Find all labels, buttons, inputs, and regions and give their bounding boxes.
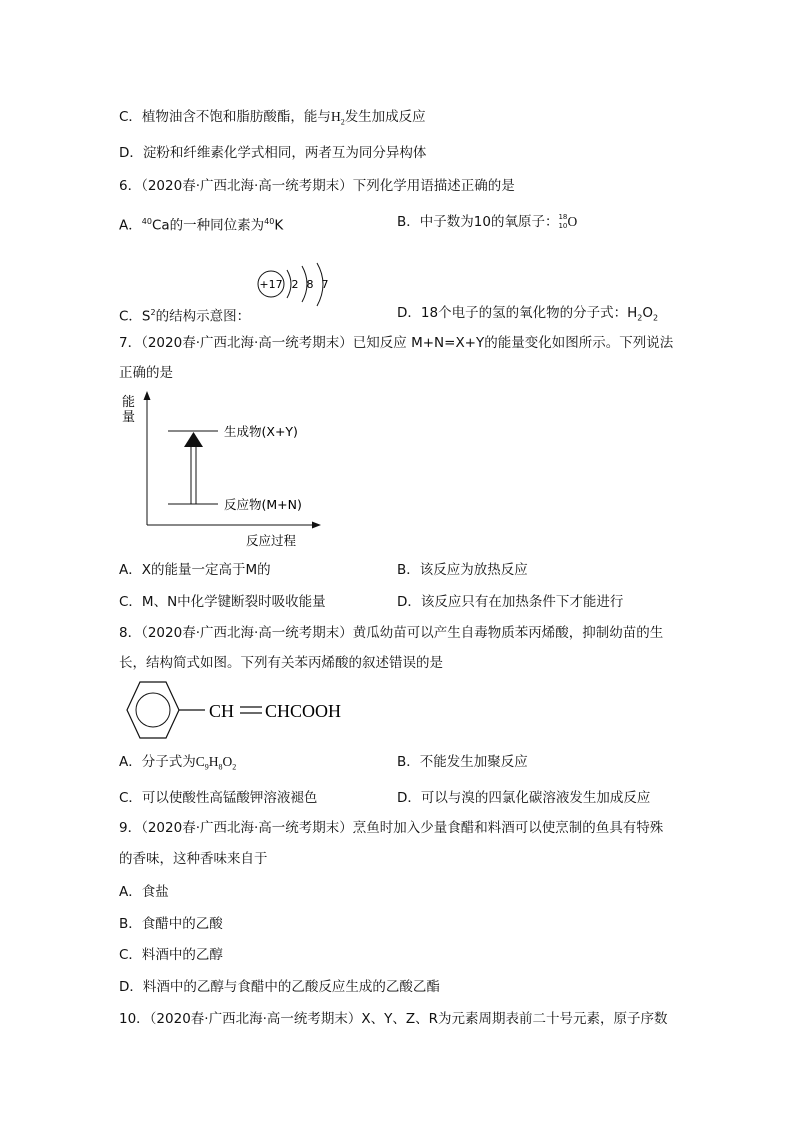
q8-stem-line1: 8．（2020春·广西北海·高一统考期末）黄瓜幼苗可以产生自毒物质苯丙烯酸，抑制幼苗的生 [119, 625, 664, 641]
y-axis-label: 量 [122, 410, 136, 425]
q8-stem-line2: 长，结构简式如图。下列有关苯丙烯酸的叙述错误的是 [119, 655, 443, 671]
shell-count: 2 [291, 278, 299, 291]
y-axis-arrow [144, 391, 151, 400]
q6-option-a: A．$^{40}$Ca的一种同位素为$^{40}$K [119, 217, 284, 234]
q7-option-b: B．该反应为放热反应 [397, 562, 528, 578]
benzene-inner-circle [136, 693, 170, 727]
q7-stem-line2: 正确的是 [119, 365, 173, 381]
y-axis-label: 能 [122, 395, 136, 410]
q9-option-d: D．料酒中的乙醇与食醋中的乙酸反应生成的乙酸乙酯 [119, 979, 440, 995]
benzene-ring [127, 682, 179, 738]
q9-option-a: A．食盐 [119, 884, 169, 900]
q7-option-a: A．X的能量一定高于M的 [119, 562, 271, 578]
q9-stem-line2: 的香味，这种香味来自于 [119, 851, 268, 867]
q9-option-c: C．料酒中的乙醇 [119, 947, 223, 963]
shell-arc [287, 270, 291, 298]
q6-option-b: B．中子数为10的氧原子： 18 10 O [397, 213, 578, 230]
product-label: 生成物(X+Y) [224, 424, 298, 439]
q6-option-d: D．18个电子的氢的氧化物的分子式：$H_2O_2$ [397, 305, 659, 323]
q8-option-b: B．不能发生加聚反应 [397, 754, 528, 770]
energy-arrow-head [184, 432, 203, 447]
q7-option-c: C．M、N中化学键断裂时吸收能量 [119, 594, 326, 610]
shell-count: 8 [306, 278, 314, 291]
x-axis-arrow [312, 522, 321, 529]
reactant-label: 反应物(M+N) [224, 497, 302, 512]
shell-count: 7 [321, 278, 329, 291]
cinnamic-acid-structure [116, 678, 356, 744]
ch-group: CH [209, 701, 235, 721]
q8-option-c: C．可以使酸性高锰酸钾溶液褪色 [119, 790, 318, 806]
q7-option-d: D．该反应只有在加热条件下才能进行 [397, 594, 624, 610]
chcooh-group: CHCOOH [265, 701, 342, 721]
q5-option-c: C．植物油含不饱和脂肪酸酯，能与$H_2$发生加成反应 [119, 109, 426, 127]
q5-option-d: D．淀粉和纤维素化学式相同，两者互为同分异构体 [119, 145, 427, 161]
q9-option-b: B．食醋中的乙酸 [119, 916, 223, 932]
nucleus-label: +17 [259, 278, 283, 291]
q7-stem-line1: 7．（2020春·广西北海·高一统考期末）已知反应 M+N=X+Y的能量变化如图所示。下列说法 [119, 335, 674, 351]
q6-option-c: C．$S^2$的结构示意图： [119, 308, 251, 325]
q8-option-d: D．可以与溴的四氯化碳溶液发生加成反应 [397, 790, 651, 806]
q8-option-a: A．分子式为$C_9H_8O_2$ [119, 754, 237, 772]
x-axis-label: 反应过程 [246, 533, 297, 548]
q10-stem-line1: 10．（2020春·广西北海·高一统考期末）X、Y、Z、R为元素周期表前二十号元素，原子序数 [119, 1011, 668, 1027]
q6-stem: 6．（2020春·广西北海·高一统考期末）下列化学用语描述正确的是 [119, 178, 515, 194]
q9-stem-line1: 9．（2020春·广西北海·高一统考期末）烹鱼时加入少量食醋和料酒可以使烹制的鱼具有特殊 [119, 820, 664, 836]
atom-structure-diagram [255, 262, 335, 310]
energy-diagram [118, 389, 328, 551]
